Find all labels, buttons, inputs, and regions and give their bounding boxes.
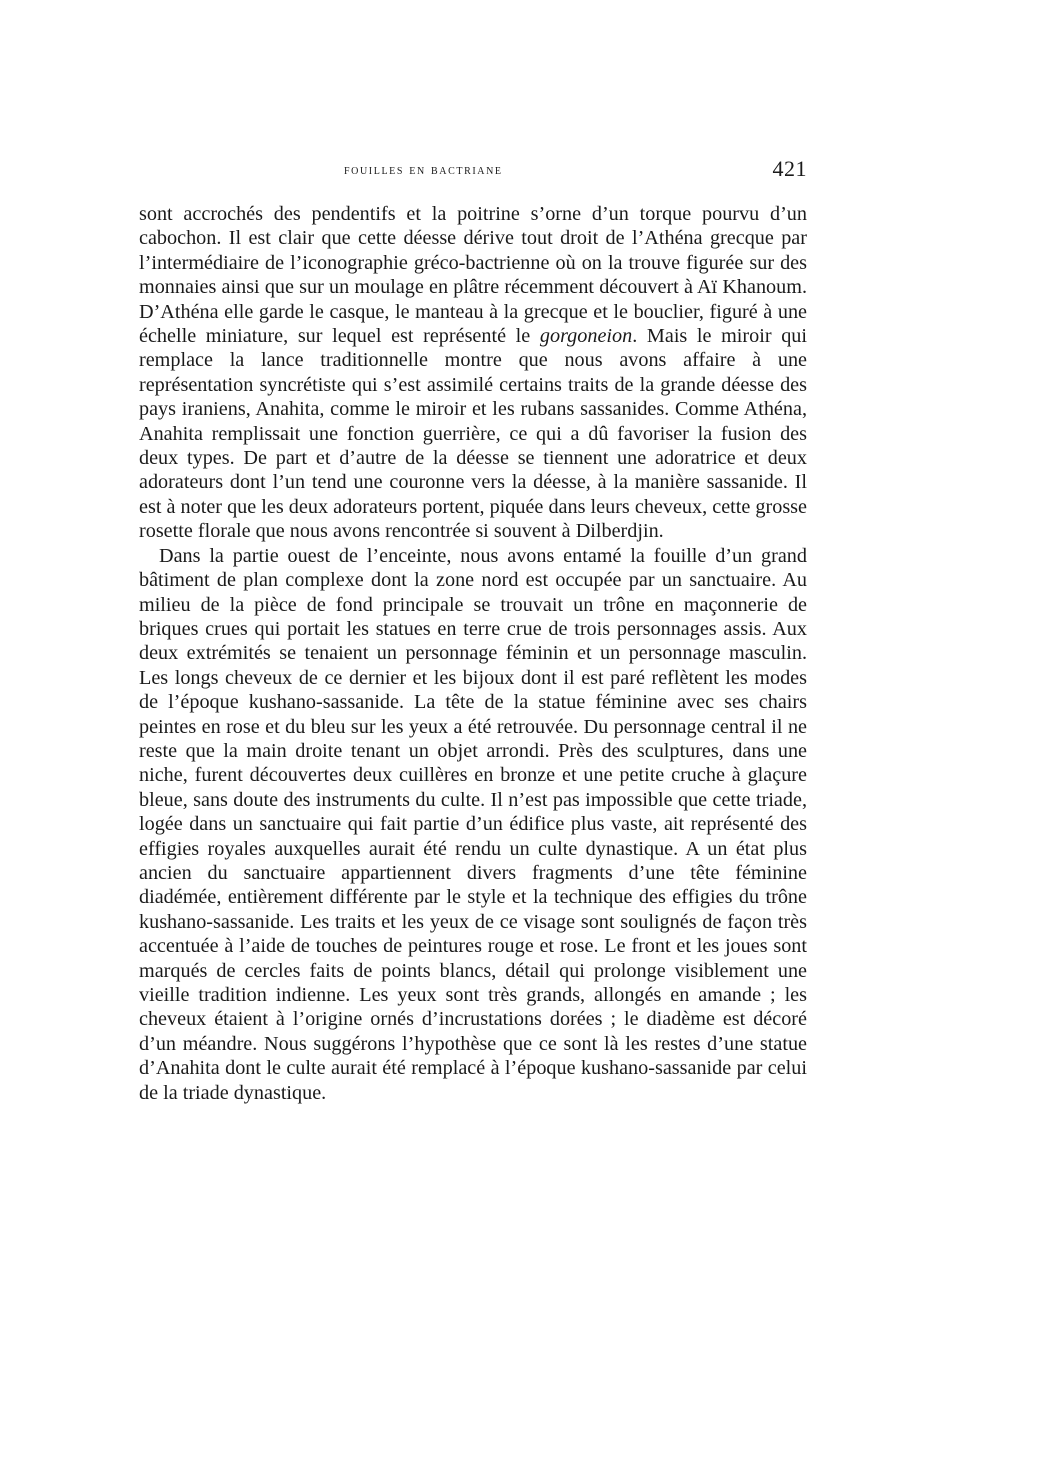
paragraph-2: Dans la partie ouest de l’enceinte, nous avons entamé la fouille d’un grand bâtiment de plan complexe dont la zone nord est occupée par un sanctuaire. Au milieu de la pièce de fond principale se trouvait un trône en maçonnerie de briques crues qui portait les statues en terre crue de trois personnages assis. Aux deux extrémités se tenaient un personnage féminin et un personnage masculin. Les longs cheveux de ce dernier et les bijoux dont il est paré reflètent les modes de l’époque kushano-sassanide. La tête de la statue féminine avec ses chairs peintes en rose et du bleu sur les yeux a été retrouvée. Du personnage central il ne reste que la main droite tenant un objet arrondi. Près des sculptures, dans une niche, furent découvertes deux cuillères en bronze et une petite cruche à glaçure bleue, sans doute des instruments du culte. Il n’est pas impossible que cette triade, logée dans un sanctuaire qui fait partie d’un édifice plus vaste, ait représenté des effigies royales auxquelles aurait été rendu un culte dynastique. A un état plus ancien du sanctuaire appartiennent divers fragments d’une tête féminine diadémée, entièrement différente par le style et la technique des effigies du trône kushano-sassanide. Les traits et les yeux de ce visage sont soulignés de façon très accentuée à l’aide de touches de peintures rouge et rose. Le front et les joues sont marqués de cercles faits de points blancs, détail qui prolonge visiblement une vieille tradition indienne. Les yeux sont très grands, allongés en amande ; les cheveux étaient à l’origine ornés d’incrustations dorées ; le diadème est décoré d’un méandre. Nous suggérons l’hypothèse que ce sont là les restes d’une statue d’Anahita dont le culte aurait été remplacé à l’époque kushano-sassanide par celui de la triade dynastique. [139,544,807,1104]
running-header [139,158,807,188]
paragraph-1 [139,202,807,544]
running-title: fouilles en bactriane [344,162,503,178]
document-page [139,158,807,1105]
page-number: 421 [772,156,807,181]
paragraph-1-text-after: . Mais le miroir qui remplace la lance traditionnelle montre que nous avons affaire à une représentation syncrétiste qui s’est assimilé certains traits de la grande déesse des pays iraniens, Anahita, comme le miroir et les rubans sassanides. Comme Athéna, Anahita remplissait une fonction guerrière, ce qui a dû favoriser la fusion des deux types. De part et d’autre de la déesse se tiennent une adoratrice et deux adorateurs dont l’un tend une couronne vers la déesse, à la manière sassanide. Il est à noter que les deux adorateurs portent, piquée dans leurs cheveux, cette grosse rosette florale que nous avons rencontrée si souvent à Dilberdjin. [139,325,807,543]
paragraph-1-emphasis: gorgoneion [539,325,633,348]
paragraph-1-text-before: sont accrochés des pendentifs et la poitrine s’orne d’un torque pourvu d’un cabochon. Il est clair que cette déesse dérive tout droit de l’Athéna grecque par l’intermédiaire de l’iconographie gréco-bactrienne où on la trouve figurée sur des monnaies ainsi que sur un moulage en plâtre récemment découvert à Aï Khanoum. D’Athéna elle garde le casque, le manteau à la grecque et le bouclier, figuré à une échelle miniature, sur lequel est représenté le [139,203,807,348]
body-text [139,202,807,1105]
